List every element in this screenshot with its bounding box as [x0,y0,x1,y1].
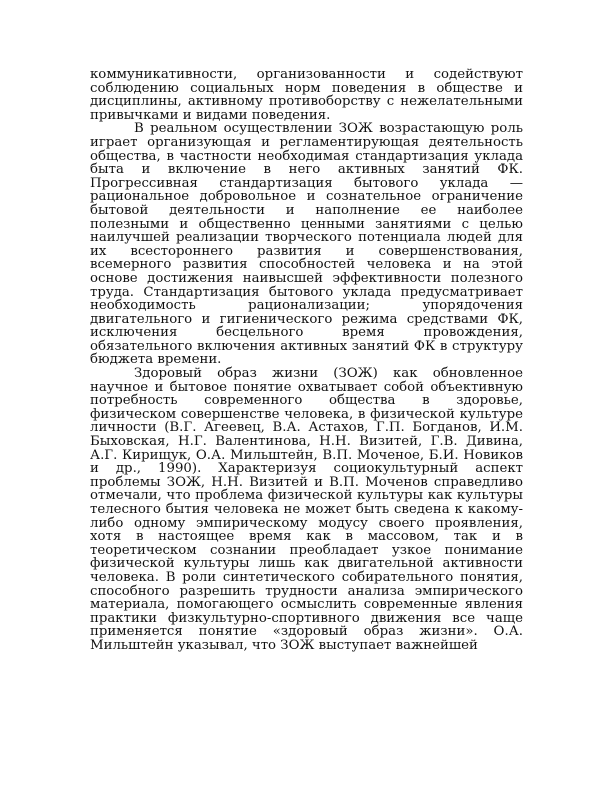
paragraph-2: В реальном осуществлении ЗОЖ возрастающую роль играет организующая и регламентирующая деятельность общества, в частности необходимая стандартизация уклада быта и включение в него активных занятий ФК. Прогрессивная стандартизация бытового уклада — рациональное добровольное и сознательное ограничение бытовой деятельности и наполнение ее наиболее полезными и общественно ценными занятиями с целью наилучшей реализации творческого потенциала людей для их всестороннего развития и совершенствования, всемерного развития способностей человека и на этой основе достижения наивысшей эффективности полезного труда. Стандартизация бытового уклада предусматривает необходимость рационализации; упорядочения двигательного и гигиенического режима средствами ФК, исключения бесцельного время провождения, обязательного включения активных занятий ФК в структуру бюджета времени. [90,121,523,368]
paragraph-1: коммуникативности, организованности и содействуют соблюдению социальных норм поведения в обществе и дисциплины, активному противоборству с нежелательными привычками и видами поведения. [90,67,523,123]
paragraph-3: Здоровый образ жизни (ЗОЖ) как обновленное научное и бытовое понятие охватывает собой объективную потребность современного общества в здоровье, физическом совершенстве человека, в физической культуре личности (В.Г. Агеевец, В.А. Астахов, Г.П. Богданов, И.М. Быховская, Н.Г. Валентинова, Н.Н. Визитей, Г.В. Дивина, А.Г. Кирищук, О.А. Мильштейн, В.П. Моченое, Б.И. Новиков и др., 1990). Характеризуя социокультурный аспект проблемы ЗОЖ, Н.Н. Визитей и В.П. Моченов справедливо отмечали, что проблема физической культуры как культуры телесного бытия человека не может быть сведена к какому-либо одному эмпирическому модусу своего проявления, хотя в настоящее время как в массовом, так и в теоретическом сознании преобладает узкое понимание физической культуры лишь как двигательной активности человека. В роли синтетического собирательного понятия, способного разрешить трудности анализа эмпирического материала, помогающего осмыслить современные явления практики физкультурно-спортивного движения все чаще применяется понятие «здоровый образ жизни». О.А. Мильштейн указывал, что ЗОЖ выступает важнейшей [90,366,523,653]
document-page [90,68,523,653]
